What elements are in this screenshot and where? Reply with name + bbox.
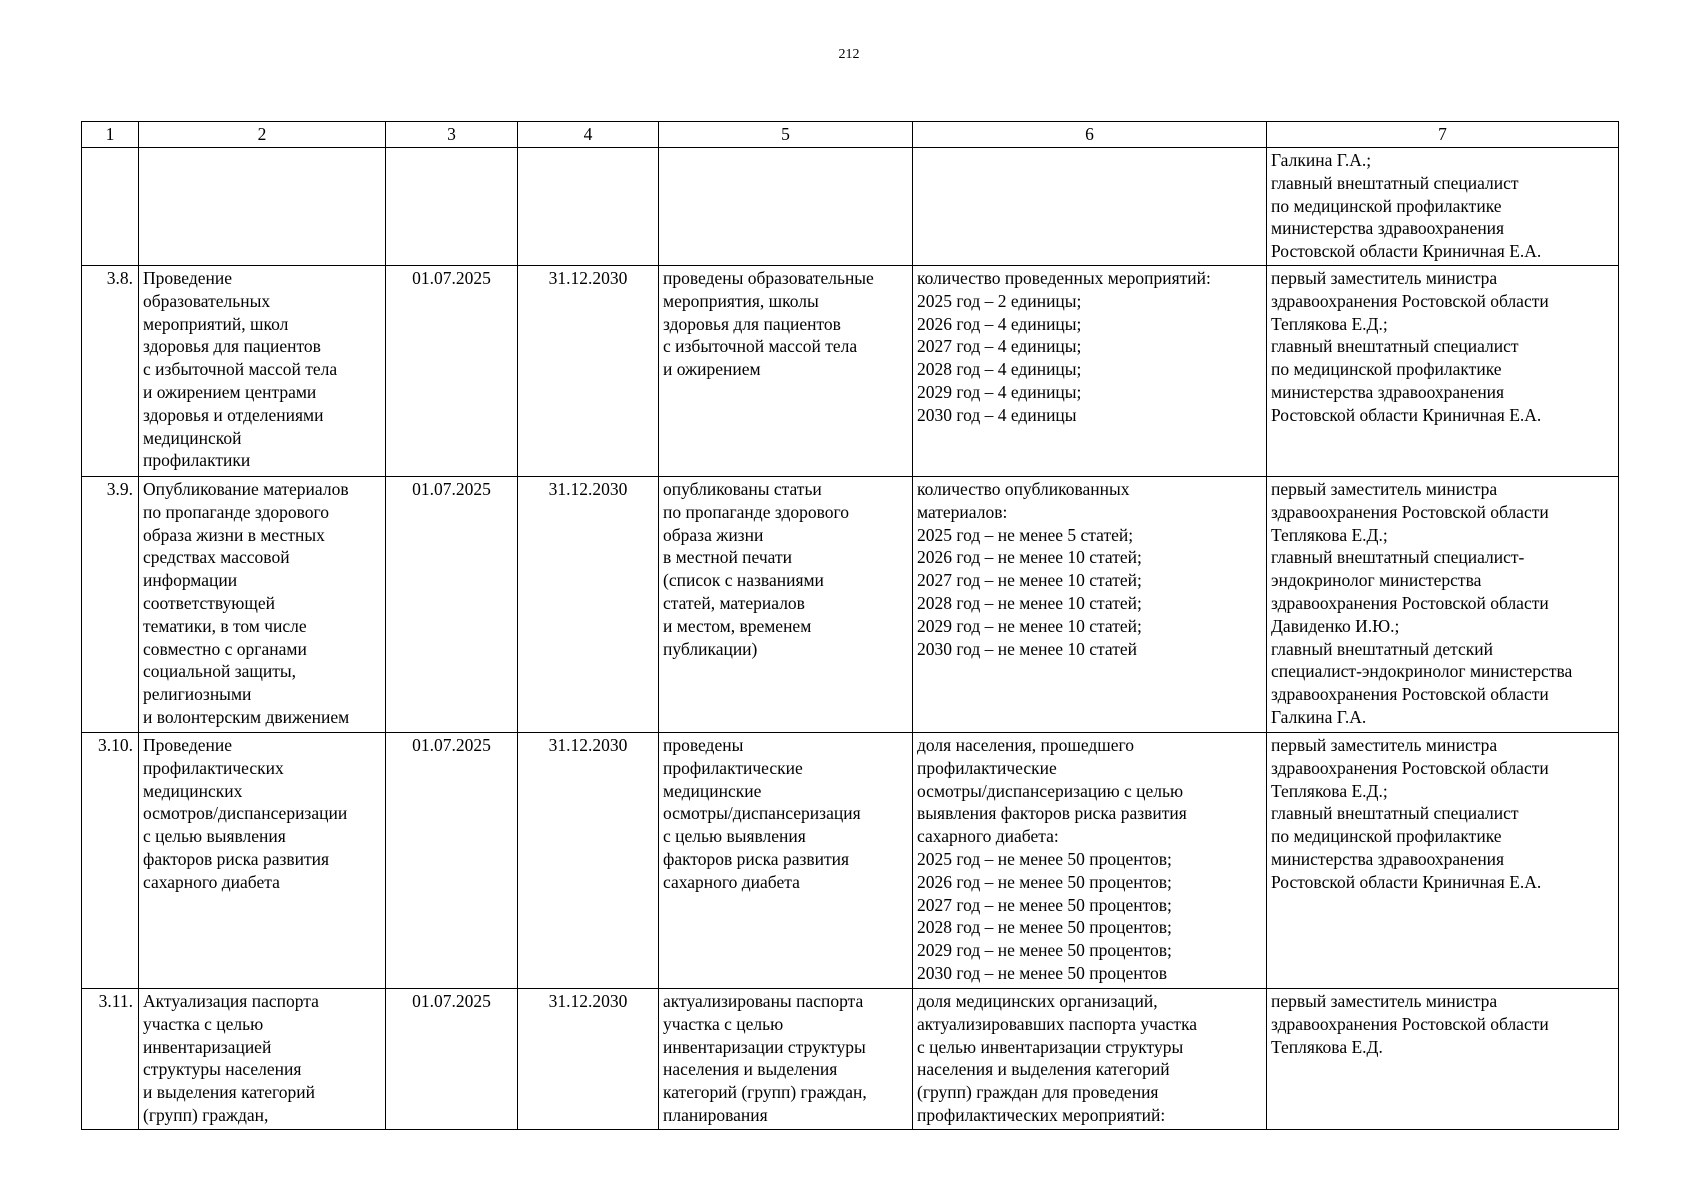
table-row xyxy=(82,477,1619,733)
result-cell xyxy=(659,148,913,266)
activity-cell: Опубликование материалов по пропаганде здорового образа жизни в местных средствах массовой информации соответствующей тематики, в том числе совместно с органами социальной защиты, религиозными и волонтерским движением xyxy=(139,477,386,733)
start-date-cell xyxy=(386,148,518,266)
start-date-cell: 01.07.2025 xyxy=(386,733,518,989)
column-header-4: 4 xyxy=(518,122,659,148)
column-header-5: 5 xyxy=(659,122,913,148)
row-number: 3.9. xyxy=(82,477,139,733)
column-header-6: 6 xyxy=(913,122,1267,148)
result-cell: актуализированы паспорта участка с целью инвентаризации структуры населения и выделения категорий (групп) граждан, планирования xyxy=(659,989,913,1130)
column-header-3: 3 xyxy=(386,122,518,148)
responsible-cell: Галкина Г.А.; главный внештатный специалист по медицинской профилактике министерства здравоохранения Ростовской области Криничная Е.А. xyxy=(1267,148,1619,266)
row-number: 3.10. xyxy=(82,733,139,989)
result-cell: проведены образовательные мероприятия, школы здоровья для пациентов с избыточной массой тела и ожирением xyxy=(659,266,913,477)
indicator-cell: количество проведенных мероприятий: 2025 год – 2 единицы; 2026 год – 4 единицы; 2027 год – 4 единицы; 2028 год – 4 единицы; 2029 год – 4 единицы; 2030 год – 4 единицы xyxy=(913,266,1267,477)
result-cell: проведены профилактические медицинские осмотры/диспансеризация с целью выявления факторов риска развития сахарного диабета xyxy=(659,733,913,989)
start-date-cell: 01.07.2025 xyxy=(386,477,518,733)
table-row xyxy=(82,733,1619,989)
table-row xyxy=(82,148,1619,266)
responsible-cell: первый заместитель министра здравоохранения Ростовской области Теплякова Е.Д. xyxy=(1267,989,1619,1130)
result-cell: опубликованы статьи по пропаганде здорового образа жизни в местной печати (список с названиями статей, материалов и местом, временем публикации) xyxy=(659,477,913,733)
activity-cell xyxy=(139,148,386,266)
end-date-cell: 31.12.2030 xyxy=(518,733,659,989)
header-row xyxy=(82,122,1619,148)
row-number xyxy=(82,148,139,266)
column-header-1: 1 xyxy=(82,122,139,148)
table-row xyxy=(82,266,1619,477)
measures-table xyxy=(81,121,1619,1130)
end-date-cell: 31.12.2030 xyxy=(518,989,659,1130)
row-number: 3.11. xyxy=(82,989,139,1130)
activity-cell: Проведение образовательных мероприятий, школ здоровья для пациентов с избыточной массой тела и ожирением центрами здоровья и отделениями медицинской профилактики xyxy=(139,266,386,477)
indicator-cell: доля населения, прошедшего профилактические осмотры/диспансеризацию с целью выявления факторов риска развития сахарного диабета: 2025 год – не менее 50 процентов; 2026 год – не менее 50 процентов; 2027 год – не менее 50 процентов; 2028 год – не менее 50 процентов; 2029 год – не менее 50 процентов; 2030 год – не менее 50 процентов xyxy=(913,733,1267,989)
start-date-cell: 01.07.2025 xyxy=(386,989,518,1130)
table-row xyxy=(82,989,1619,1130)
responsible-cell: первый заместитель министра здравоохранения Ростовской области Теплякова Е.Д.; главный внештатный специалист- эндокринолог министерства здравоохранения Ростовской области Давиденко И.Ю.; главный внештатный детский специалист-эндокринолог министерства здравоохранения Ростовской области Галкина Г.А. xyxy=(1267,477,1619,733)
page-number: 212 xyxy=(838,47,860,62)
end-date-cell: 31.12.2030 xyxy=(518,266,659,477)
indicator-cell: доля медицинских организаций, актуализировавших паспорта участка с целью инвентаризации структуры населения и выделения категорий (групп) граждан для проведения профилактических мероприятий: xyxy=(913,989,1267,1130)
column-header-7: 7 xyxy=(1267,122,1619,148)
indicator-cell: количество опубликованных материалов: 2025 год – не менее 5 статей; 2026 год – не менее 10 статей; 2027 год – не менее 10 статей; 2028 год – не менее 10 статей; 2029 год – не менее 10 статей; 2030 год – не менее 10 статей xyxy=(913,477,1267,733)
start-date-cell: 01.07.2025 xyxy=(386,266,518,477)
responsible-cell: первый заместитель министра здравоохранения Ростовской области Теплякова Е.Д.; главный внештатный специалист по медицинской профилактике министерства здравоохранения Ростовской области Криничная Е.А. xyxy=(1267,266,1619,477)
indicator-cell xyxy=(913,148,1267,266)
activity-cell: Проведение профилактических медицинских осмотров/диспансеризации с целью выявления факторов риска развития сахарного диабета xyxy=(139,733,386,989)
end-date-cell: 31.12.2030 xyxy=(518,477,659,733)
responsible-cell: первый заместитель министра здравоохранения Ростовской области Теплякова Е.Д.; главный внештатный специалист по медицинской профилактике министерства здравоохранения Ростовской области Криничная Е.А. xyxy=(1267,733,1619,989)
activity-cell: Актуализация паспорта участка с целью инвентаризацией структуры населения и выделения категорий (групп) граждан, xyxy=(139,989,386,1130)
end-date-cell xyxy=(518,148,659,266)
row-number: 3.8. xyxy=(82,266,139,477)
column-header-2: 2 xyxy=(139,122,386,148)
